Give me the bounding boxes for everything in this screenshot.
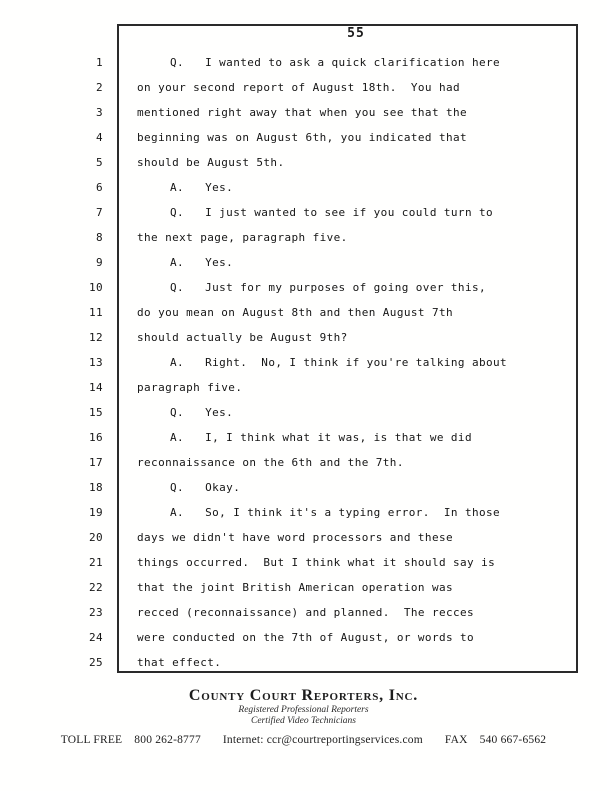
page-number: 55	[347, 26, 365, 41]
line-number: 17	[88, 456, 103, 469]
fax-number: 540 667-6562	[479, 734, 547, 746]
line-number: 13	[88, 356, 103, 369]
line-number: 3	[95, 106, 103, 119]
transcript-line	[70, 325, 578, 350]
line-text: A. Yes.	[170, 256, 234, 269]
line-number: 20	[88, 531, 103, 544]
transcript-line	[70, 375, 578, 400]
line-text: reconnaissance on the 6th and the 7th.	[137, 456, 404, 469]
line-text: the next page, paragraph five.	[137, 231, 348, 244]
transcript-line	[70, 650, 578, 675]
transcript-line	[70, 50, 578, 75]
transcript-line	[70, 525, 578, 550]
transcript-line	[70, 75, 578, 100]
fax-label: FAX	[444, 734, 468, 746]
line-text: paragraph five.	[137, 381, 243, 394]
line-text: Q. Yes.	[170, 406, 234, 419]
reporter-company-name: County Court Reporters, Inc.	[188, 687, 419, 704]
line-number: 4	[95, 131, 103, 144]
transcript-line	[70, 450, 578, 475]
line-number: 10	[88, 281, 103, 294]
line-number: 18	[88, 481, 103, 494]
line-number: 16	[88, 431, 103, 444]
transcript-line	[70, 175, 578, 200]
reporter-footer	[0, 686, 607, 747]
line-text: A. Right. No, I think if you're talking about	[170, 356, 508, 369]
transcript-line	[70, 225, 578, 250]
transcript-line	[70, 150, 578, 175]
reporter-contact-line	[0, 733, 607, 747]
line-text: that effect.	[137, 656, 222, 669]
line-text: beginning was on August 6th, you indicated that	[137, 131, 468, 144]
line-text: mentioned right away that when you see that the	[137, 106, 468, 119]
internet-email: ccr@courtreportingservices.com	[266, 734, 423, 746]
line-number: 14	[88, 381, 103, 394]
transcript-line	[70, 550, 578, 575]
toll-free-label: TOLL FREE	[60, 734, 123, 746]
transcript-line	[70, 350, 578, 375]
line-number: 12	[88, 331, 103, 344]
line-number: 22	[88, 581, 103, 594]
reporter-tagline-1: Registered Professional Reporters	[238, 705, 369, 715]
line-number: 5	[95, 156, 103, 169]
line-text: days we didn't have word processors and these	[137, 531, 454, 544]
transcript-line	[70, 425, 578, 450]
line-text: A. So, I think it's a typing error. In those	[170, 506, 501, 519]
line-number: 7	[95, 206, 103, 219]
line-number: 21	[88, 556, 103, 569]
transcript-line	[70, 200, 578, 225]
reporter-tagline-2: Certified Video Technicians	[250, 716, 356, 726]
transcript-line	[70, 625, 578, 650]
line-number: 19	[88, 506, 103, 519]
line-text: that the joint British American operation was	[137, 581, 454, 594]
line-number: 11	[88, 306, 103, 319]
line-number: 9	[95, 256, 103, 269]
line-text: on your second report of August 18th. You had	[137, 81, 461, 94]
line-number: 24	[88, 631, 103, 644]
line-text: were conducted on the 7th of August, or words to	[137, 631, 475, 644]
line-text: A. Yes.	[170, 181, 234, 194]
line-text: A. I, I think what it was, is that we did	[170, 431, 472, 444]
transcript-line	[70, 275, 578, 300]
transcript-line	[70, 300, 578, 325]
line-text: Q. Just for my purposes of going over this,	[170, 281, 487, 294]
line-number: 8	[95, 231, 103, 244]
line-text: Q. I just wanted to see if you could turn to	[170, 206, 494, 219]
line-text: things occurred. But I think what it should say is	[137, 556, 496, 569]
line-text: should be August 5th.	[137, 156, 285, 169]
transcript-line	[70, 400, 578, 425]
transcript-line	[70, 575, 578, 600]
transcript-line	[70, 475, 578, 500]
line-number: 6	[95, 181, 103, 194]
transcript-line	[70, 250, 578, 275]
transcript-line	[70, 600, 578, 625]
line-number: 23	[88, 606, 103, 619]
line-number: 25	[88, 656, 103, 669]
line-number: 2	[95, 81, 103, 94]
line-text: Q. Okay.	[170, 481, 241, 494]
line-text: should actually be August 9th?	[137, 331, 348, 344]
transcript-line	[70, 100, 578, 125]
line-number: 15	[88, 406, 103, 419]
toll-free-number: 800 262-8777	[134, 734, 201, 746]
line-text: Q. I wanted to ask a quick clarification here	[170, 56, 501, 69]
transcript-body	[70, 50, 578, 675]
transcript-line	[70, 500, 578, 525]
internet-label: Internet:	[222, 734, 264, 746]
transcript-line	[70, 125, 578, 150]
line-text: do you mean on August 8th and then August 7th	[137, 306, 454, 319]
line-number: 1	[95, 56, 103, 69]
line-text: recced (reconnaissance) and planned. The recces	[137, 606, 475, 619]
